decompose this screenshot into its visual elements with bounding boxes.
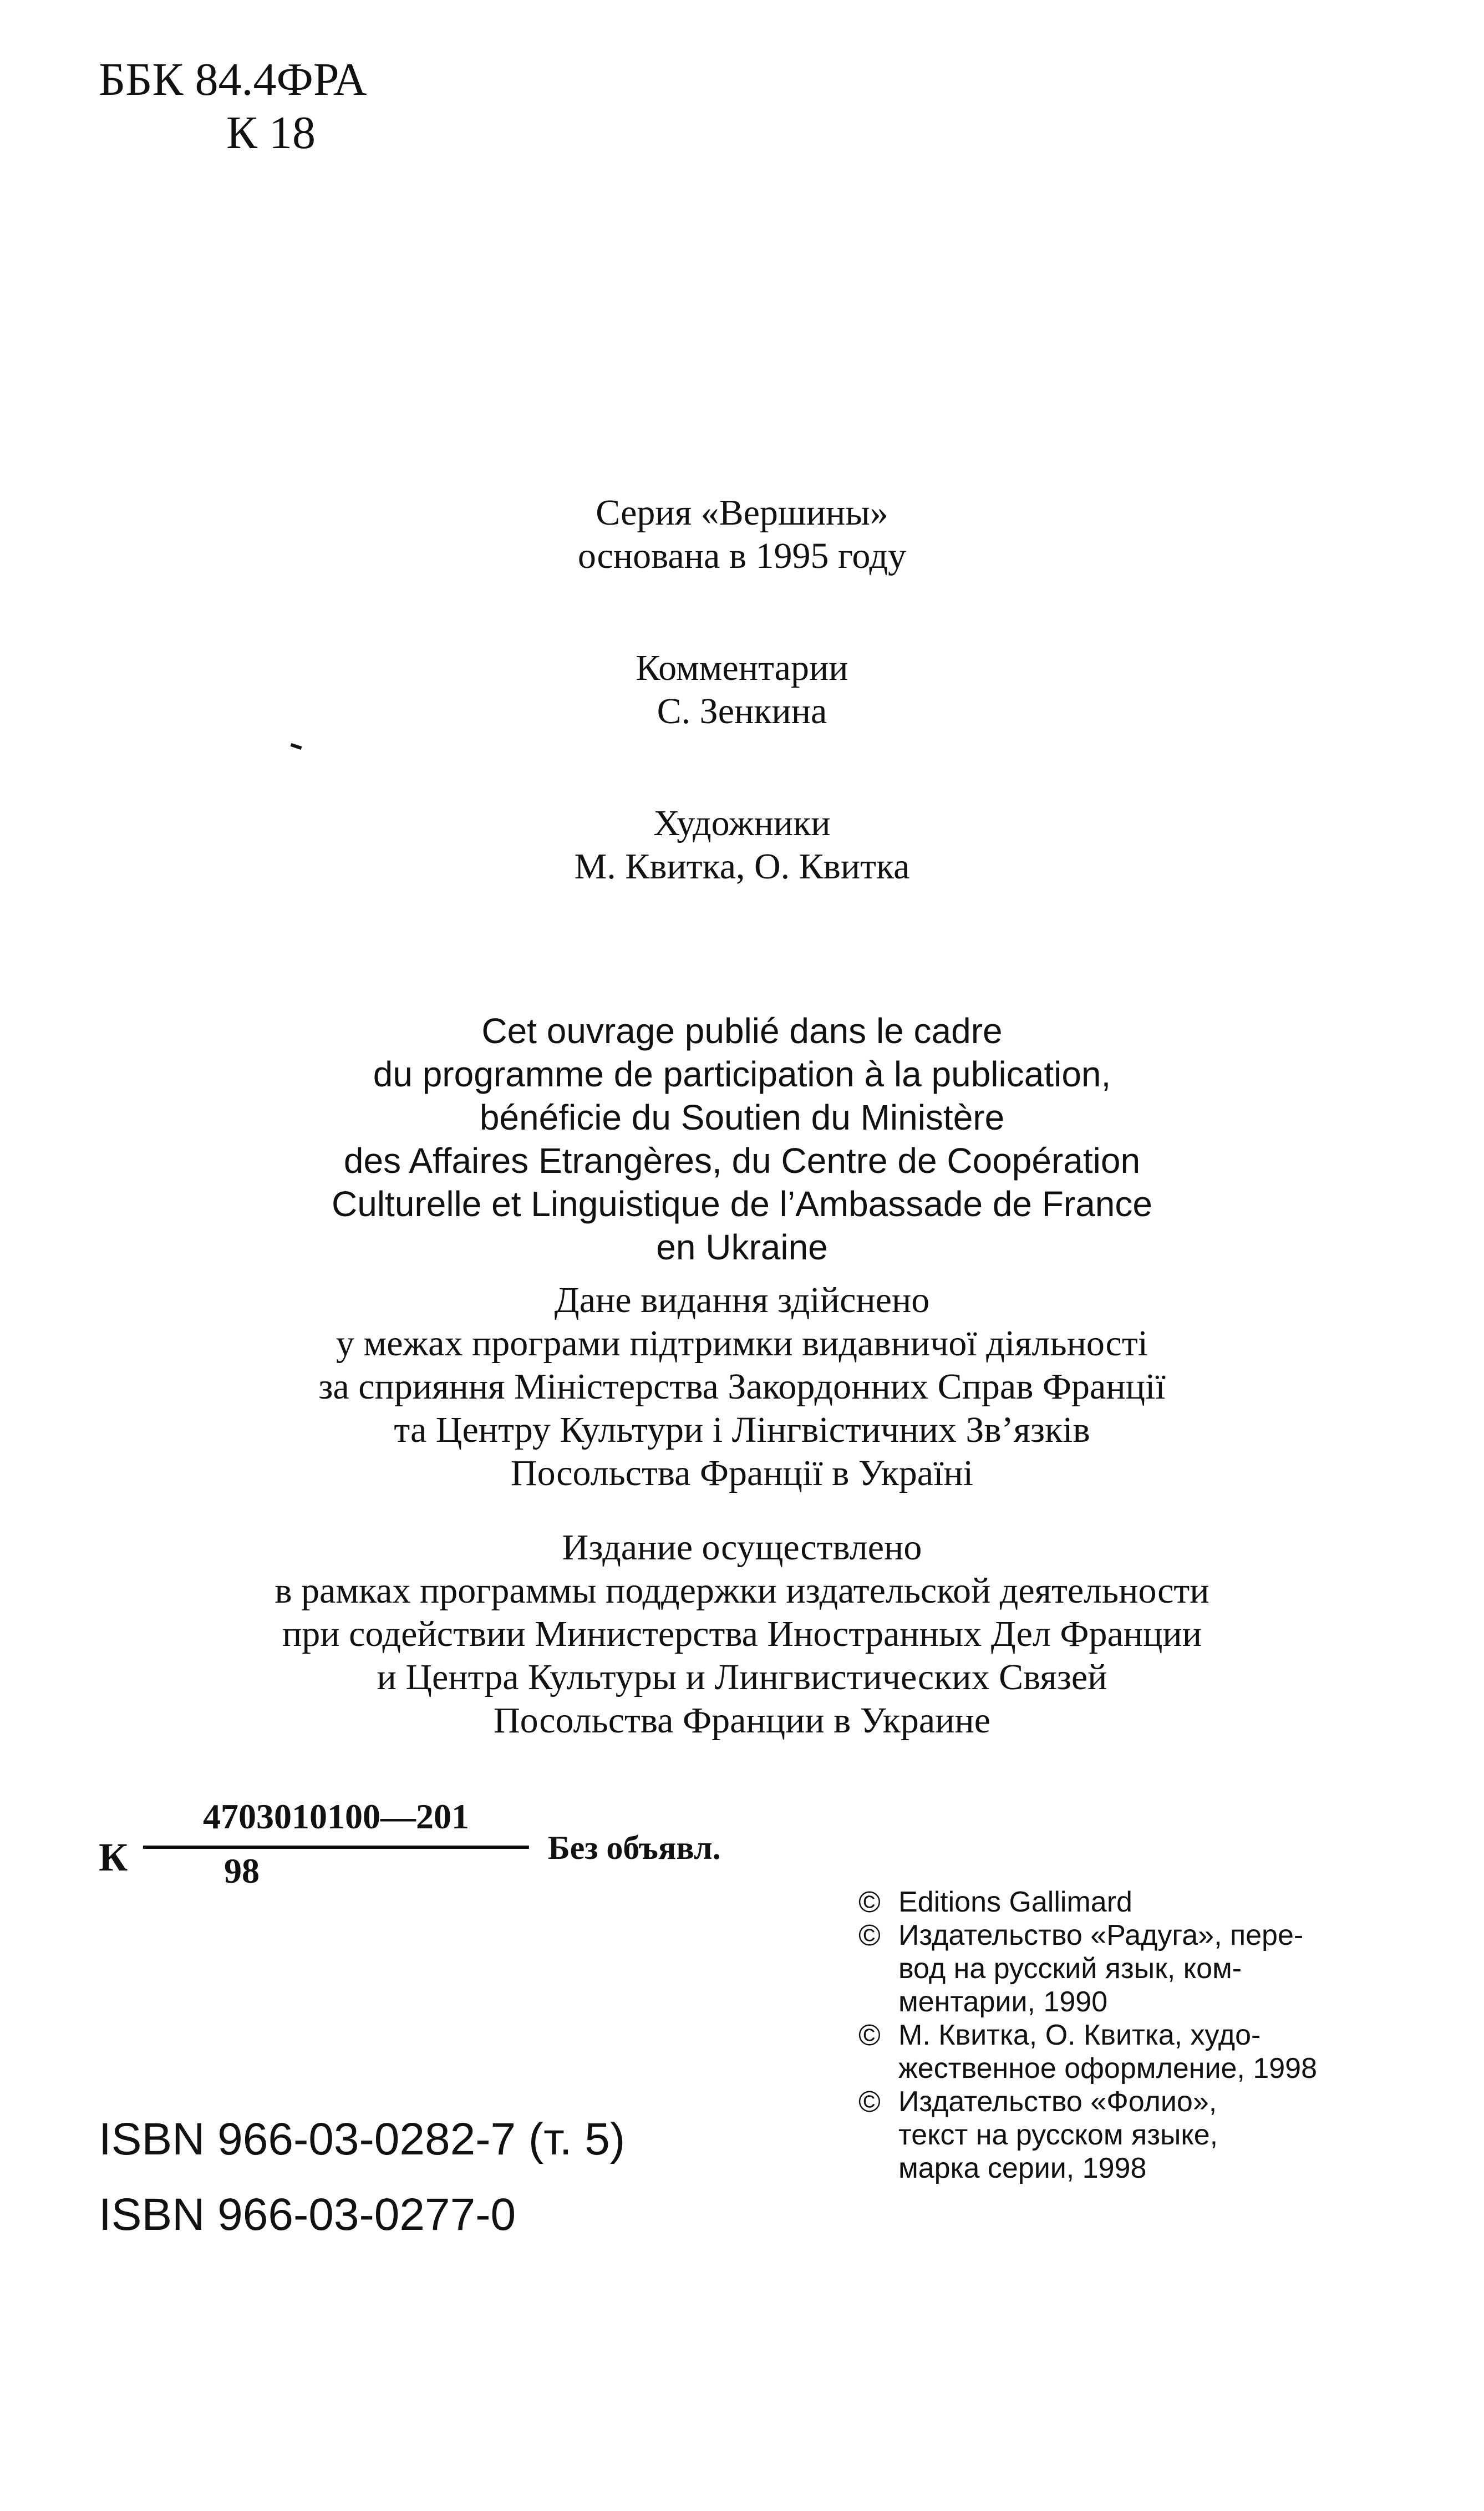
copyright-item <box>858 1885 1413 1919</box>
artists-names: М. Квитка, О. Квитка <box>574 846 910 887</box>
publication-code <box>99 1797 764 1908</box>
isbn-set: ISBN 966-03-0277-0 <box>99 2189 516 2240</box>
copyright-list <box>858 1885 1413 2185</box>
artists-label: Художники <box>653 803 831 843</box>
stray-print-mark <box>291 743 302 750</box>
ukrainian-note-line: за сприяння Міністерства Закордонних Справ Франції <box>318 1366 1166 1407</box>
ukrainian-publication-note <box>0 1279 1484 1495</box>
bbk-classification <box>99 53 367 160</box>
french-note-line: bénéficie du Soutien du Ministère <box>479 1097 1005 1137</box>
russian-note-line: и Центра Культуры и Лингвистических Связей <box>377 1657 1107 1697</box>
series-founded: основана в 1995 году <box>577 536 907 576</box>
french-note-line: Cet ouvrage publié dans le cadre <box>481 1011 1003 1051</box>
copyright-item <box>858 2085 1413 2185</box>
comments-credit <box>0 647 1484 733</box>
code-denominator: 98 <box>224 1851 260 1890</box>
french-note-line: du programme de participation à la publication, <box>373 1054 1111 1094</box>
copyright-icon: © <box>858 2085 881 2118</box>
ukrainian-note-line: Посольства Франції в Україні <box>510 1453 974 1493</box>
copyright-text: Издательство «Радуга», пере- вод на русский язык, ком- ментарии, 1990 <box>898 1919 1304 2018</box>
series-info <box>0 491 1484 578</box>
ukrainian-note-line: у межах програми підтримки видавничої діяльності <box>336 1323 1148 1364</box>
french-note-line: en Ukraine <box>656 1227 828 1267</box>
russian-note-line: Издание осуществлено <box>562 1527 922 1568</box>
ukrainian-note-line: та Центру Культури і Лінгвістичних Зв’язків <box>394 1410 1090 1450</box>
russian-publication-note <box>0 1526 1484 1742</box>
russian-note-line: Посольства Франции в Украине <box>493 1700 991 1741</box>
artists-credit <box>0 802 1484 888</box>
copyright-text: М. Квитка, О. Квитка, худо- жественное оформление, 1998 <box>898 2019 1318 2085</box>
fraction-rule <box>143 1846 529 1849</box>
copyright-text: Editions Gallimard <box>898 1886 1132 1918</box>
copyright-icon: © <box>858 1885 881 1919</box>
copyright-item <box>858 2019 1413 2085</box>
author-mark: К 18 <box>226 107 316 159</box>
isbn-volume: ISBN 966-03-0282-7 (т. 5) <box>99 2114 626 2164</box>
bbk-code: ББК 84.4ФРА <box>99 54 367 105</box>
series-name: Серия «Вершины» <box>596 492 888 533</box>
code-letter: К <box>99 1835 128 1879</box>
copyright-icon: © <box>858 1919 881 1952</box>
copyright-item <box>858 1919 1413 2019</box>
french-publication-note <box>0 1009 1484 1269</box>
russian-note-line: в рамках программы поддержки издательской деятельности <box>275 1570 1209 1611</box>
french-note-line: des Affaires Etrangères, du Centre de Coopération <box>343 1141 1141 1181</box>
russian-note-line: при содействии Министерства Иностранных Дел Франции <box>282 1614 1202 1654</box>
ukrainian-note-line: Дане видання здійснено <box>554 1280 930 1320</box>
copyright-icon: © <box>858 2019 881 2052</box>
french-note-line: Culturelle et Linguistique de l’Ambassade de France <box>332 1184 1152 1224</box>
code-numerator: 4703010100—201 <box>203 1797 469 1836</box>
comments-author: С. Зенкина <box>657 691 827 731</box>
code-note: Без объявл. <box>548 1829 721 1866</box>
copyright-text: Издательство «Фолио», текст на русском языке, марка серии, 1998 <box>898 2086 1218 2184</box>
comments-label: Комментарии <box>636 648 848 688</box>
